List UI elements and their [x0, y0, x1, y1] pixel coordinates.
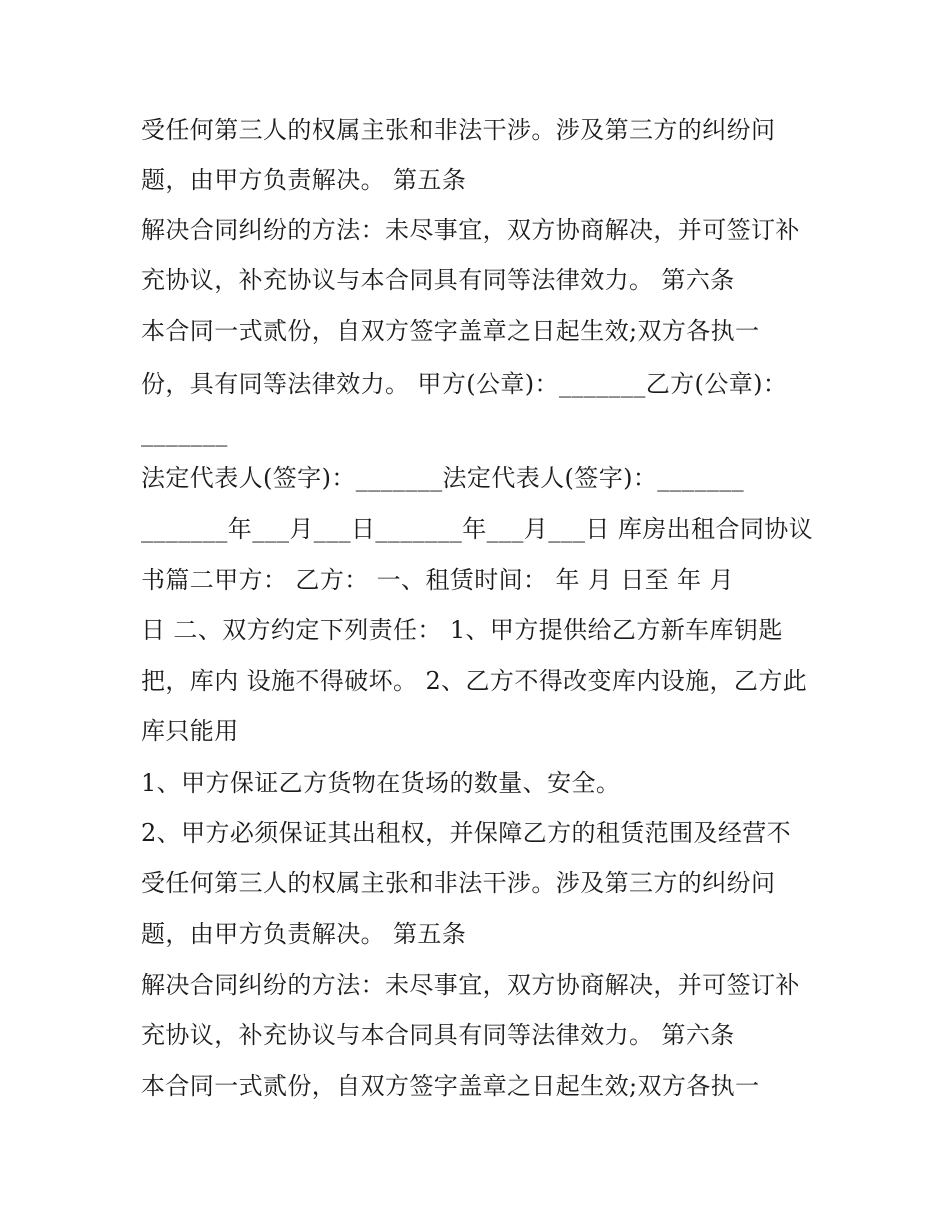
signature-blank: _______: [141, 419, 228, 447]
paragraph-line: 受任何第三人的权属主张和非法干涉。涉及第三方的纠纷问: [141, 869, 776, 897]
clause-item: 1、甲方保证乙方货物在货场的数量、安全。: [141, 769, 621, 797]
paragraph-line: 解决合同纠纷的方法：未尽事宜，双方协商解决，并可签订补: [141, 971, 800, 999]
date-line: _______年___月___日_______年___月___日 库房出租合同协议: [141, 515, 814, 543]
signature-line: 份，具有同等法律效力。 甲方(公章)：_______乙方(公章)：: [141, 370, 788, 398]
paragraph-line: 充协议，补充协议与本合同具有同等法律效力。 第六条: [141, 266, 735, 294]
paragraph-line: 把，库内 设施不得破坏。 2、乙方不得改变库内设施，乙方此: [141, 667, 808, 695]
paragraph-line: 解决合同纠纷的方法：未尽事宜，双方协商解决，并可签订补: [141, 216, 800, 244]
clause-item: 2、甲方必须保证其出租权，并保障乙方的租赁范围及经营不: [141, 819, 792, 847]
paragraph-line: 受任何第三人的权属主张和非法干涉。涉及第三方的纠纷问: [141, 116, 776, 144]
paragraph-line: 库只能用: [141, 717, 239, 745]
paragraph-line: 书篇二甲方： 乙方： 一、租赁时间： 年 月 日至 年 月: [141, 566, 735, 594]
paragraph-line: 本合同一式贰份，自双方签字盖章之日起生效;双方各执一: [141, 1072, 760, 1100]
paragraph-line: 本合同一式贰份，自双方签字盖章之日起生效;双方各执一: [141, 317, 760, 345]
paragraph-line: 题，由甲方负责解决。 第五条: [141, 920, 467, 948]
representative-line: 法定代表人(签字)：_______法定代表人(签字)：_______: [141, 464, 745, 492]
paragraph-line: 日 二、双方约定下列责任： 1、甲方提供给乙方新车库钥匙: [141, 616, 783, 644]
paragraph-line: 题，由甲方负责解决。 第五条: [141, 166, 467, 194]
paragraph-line: 充协议，补充协议与本合同具有同等法律效力。 第六条: [141, 1021, 735, 1049]
